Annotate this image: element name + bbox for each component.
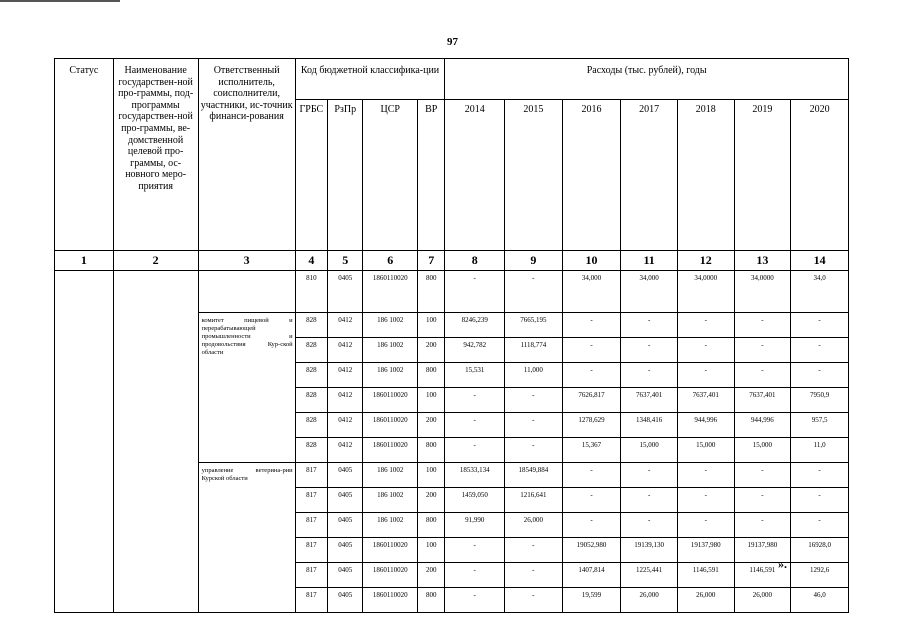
amount-2016: -	[562, 513, 621, 538]
grbs-cell: 817	[295, 538, 327, 563]
amount-2019: 26,000	[734, 588, 791, 613]
header-year: 2018	[677, 100, 734, 251]
amount-2018: -	[677, 338, 734, 363]
amount-2020: -	[791, 488, 849, 513]
amount-2016: -	[562, 313, 621, 338]
amount-2020: 11,0	[791, 438, 849, 463]
amount-2014: 1459,050	[445, 488, 505, 513]
amount-2017: -	[621, 513, 678, 538]
status-cell	[55, 271, 114, 613]
amount-2016: -	[562, 338, 621, 363]
amount-2016: 19,599	[562, 588, 621, 613]
amount-2016: 1278,629	[562, 413, 621, 438]
csr-cell: 186 1002	[363, 513, 418, 538]
header-row-1	[55, 59, 849, 100]
csr-cell: 186 1002	[363, 313, 418, 338]
csr-cell: 186 1002	[363, 463, 418, 488]
csr-cell: 186 1002	[363, 363, 418, 388]
vr-cell: 200	[418, 488, 445, 513]
amount-2018: 26,000	[677, 588, 734, 613]
rzpr-cell: 0405	[328, 463, 363, 488]
table-row	[55, 271, 849, 313]
header-year: 2016	[562, 100, 621, 251]
amount-2019: 944,996	[734, 413, 791, 438]
amount-2018: -	[677, 313, 734, 338]
amount-2020: 46,0	[791, 588, 849, 613]
column-number: 6	[363, 251, 418, 271]
amount-2020: -	[791, 463, 849, 488]
amount-2015: 11,000	[505, 363, 563, 388]
amount-2020: -	[791, 338, 849, 363]
header-year: 2017	[621, 100, 678, 251]
amount-2014: -	[445, 413, 505, 438]
amount-2014: -	[445, 388, 505, 413]
grbs-cell: 817	[295, 488, 327, 513]
grbs-cell: 817	[295, 563, 327, 588]
rzpr-cell: 0412	[328, 338, 363, 363]
header-year: 2020	[791, 100, 849, 251]
amount-2019: 1146,591	[734, 563, 791, 588]
rzpr-cell: 0405	[328, 563, 363, 588]
vr-cell: 100	[418, 463, 445, 488]
amount-2016: 7626,817	[562, 388, 621, 413]
vr-cell: 800	[418, 513, 445, 538]
amount-2015: 1118,774	[505, 338, 563, 363]
header-vr: ВР	[418, 100, 445, 251]
amount-2018: 19137,980	[677, 538, 734, 563]
header-grbs: ГРБС	[295, 100, 327, 251]
csr-cell: 1860110020	[363, 588, 418, 613]
amount-2017: -	[621, 488, 678, 513]
amount-2017: -	[621, 363, 678, 388]
amount-2019: 7637,401	[734, 388, 791, 413]
amount-2020: -	[791, 513, 849, 538]
column-number: 11	[621, 251, 678, 271]
grbs-cell: 828	[295, 338, 327, 363]
amount-2017: 1348,416	[621, 413, 678, 438]
rzpr-cell: 0412	[328, 438, 363, 463]
amount-2020: 16928,0	[791, 538, 849, 563]
amount-2017: -	[621, 313, 678, 338]
amount-2020: 34,0	[791, 271, 849, 313]
amount-2020: -	[791, 313, 849, 338]
column-number: 14	[791, 251, 849, 271]
vr-cell: 200	[418, 338, 445, 363]
amount-2018: 15,000	[677, 438, 734, 463]
amount-2017: 15,000	[621, 438, 678, 463]
column-number: 13	[734, 251, 791, 271]
rzpr-cell: 0405	[328, 271, 363, 313]
vr-cell: 100	[418, 388, 445, 413]
vr-cell: 800	[418, 271, 445, 313]
amount-2015: 18549,884	[505, 463, 563, 488]
executor-cell	[198, 271, 295, 313]
amount-2015: -	[505, 588, 563, 613]
amount-2019: -	[734, 488, 791, 513]
amount-2017: 7637,401	[621, 388, 678, 413]
closing-quote: ».	[778, 557, 787, 571]
amount-2015: 26,000	[505, 513, 563, 538]
vr-cell: 100	[418, 538, 445, 563]
grbs-cell: 828	[295, 363, 327, 388]
csr-cell: 186 1002	[363, 338, 418, 363]
amount-2015: -	[505, 438, 563, 463]
column-number: 3	[198, 251, 295, 271]
column-number: 12	[677, 251, 734, 271]
amount-2018: -	[677, 363, 734, 388]
amount-2017: -	[621, 463, 678, 488]
amount-2014: 8246,239	[445, 313, 505, 338]
amount-2014: -	[445, 588, 505, 613]
csr-cell: 1860110020	[363, 388, 418, 413]
amount-2014: -	[445, 438, 505, 463]
amount-2018: 7637,401	[677, 388, 734, 413]
amount-2020: 7950,9	[791, 388, 849, 413]
name-cell	[113, 271, 198, 613]
column-number: 4	[295, 251, 327, 271]
vr-cell: 800	[418, 588, 445, 613]
amount-2020: 957,5	[791, 413, 849, 438]
column-number: 9	[505, 251, 563, 271]
column-number-row	[55, 251, 849, 271]
amount-2015: 1216,641	[505, 488, 563, 513]
vr-cell: 200	[418, 413, 445, 438]
amount-2017: -	[621, 338, 678, 363]
rzpr-cell: 0405	[328, 488, 363, 513]
header-executor: Ответственный исполнитель, соисполнители, участники, ис-точник финанси-рования	[198, 59, 295, 251]
amount-2014: 91,990	[445, 513, 505, 538]
header-year: 2015	[505, 100, 563, 251]
rzpr-cell: 0412	[328, 388, 363, 413]
header-rzpr: РзПр	[328, 100, 363, 251]
grbs-cell: 817	[295, 463, 327, 488]
header-name: Наименование государствен-ной про-граммы, под-программы государствен-ной про-граммы, ве-домственной целевой про-граммы, ос-новного меро-приятия	[113, 59, 198, 251]
header-status: Статус	[55, 59, 114, 251]
amount-2014: 942,782	[445, 338, 505, 363]
amount-2017: 34,000	[621, 271, 678, 313]
header-expenses: Расходы (тыс. рублей), годы	[445, 59, 849, 100]
amount-2017: 19139,130	[621, 538, 678, 563]
vr-cell: 800	[418, 438, 445, 463]
amount-2015: -	[505, 563, 563, 588]
vr-cell: 100	[418, 313, 445, 338]
amount-2015: -	[505, 388, 563, 413]
header-year: 2014	[445, 100, 505, 251]
rzpr-cell: 0405	[328, 513, 363, 538]
amount-2016: -	[562, 488, 621, 513]
vr-cell: 800	[418, 363, 445, 388]
csr-cell: 186 1002	[363, 488, 418, 513]
header-budget-code: Код бюджетной классифика-ции	[295, 59, 445, 100]
amount-2016: 34,000	[562, 271, 621, 313]
column-number: 5	[328, 251, 363, 271]
amount-2017: 26,000	[621, 588, 678, 613]
csr-cell: 1860110020	[363, 538, 418, 563]
amount-2014: -	[445, 563, 505, 588]
header-year: 2019	[734, 100, 791, 251]
amount-2014: 15,531	[445, 363, 505, 388]
amount-2019: -	[734, 513, 791, 538]
column-number: 10	[562, 251, 621, 271]
vr-cell: 200	[418, 563, 445, 588]
column-number: 8	[445, 251, 505, 271]
budget-table	[54, 58, 849, 613]
amount-2019: -	[734, 463, 791, 488]
amount-2015: -	[505, 538, 563, 563]
amount-2016: 1407,814	[562, 563, 621, 588]
amount-2019: -	[734, 363, 791, 388]
csr-cell: 1860110020	[363, 563, 418, 588]
rzpr-cell: 0412	[328, 413, 363, 438]
amount-2020: -	[791, 363, 849, 388]
amount-2014: -	[445, 271, 505, 313]
amount-2020: 1292,6	[791, 563, 849, 588]
column-number: 1	[55, 251, 114, 271]
rzpr-cell: 0405	[328, 538, 363, 563]
amount-2016: 15,367	[562, 438, 621, 463]
rzpr-cell: 0412	[328, 363, 363, 388]
amount-2017: 1225,441	[621, 563, 678, 588]
grbs-cell: 828	[295, 413, 327, 438]
grbs-cell: 828	[295, 388, 327, 413]
rzpr-cell: 0412	[328, 313, 363, 338]
amount-2019: 34,0000	[734, 271, 791, 313]
amount-2016: -	[562, 463, 621, 488]
amount-2019: 15,000	[734, 438, 791, 463]
amount-2018: 1146,591	[677, 563, 734, 588]
amount-2016: -	[562, 363, 621, 388]
header-csr: ЦСР	[363, 100, 418, 251]
amount-2015: 7665,195	[505, 313, 563, 338]
grbs-cell: 828	[295, 438, 327, 463]
executor-food-committee: комитет пищевой и перерабатывающей промышленности и продовольствия Кур-ской области	[198, 313, 295, 463]
top-rule	[0, 0, 120, 2]
amount-2018: -	[677, 488, 734, 513]
amount-2018: -	[677, 463, 734, 488]
grbs-cell: 817	[295, 588, 327, 613]
grbs-cell: 810	[295, 271, 327, 313]
amount-2014: -	[445, 538, 505, 563]
page-number: 97	[447, 36, 458, 48]
grbs-cell: 817	[295, 513, 327, 538]
amount-2019: 19137,980	[734, 538, 791, 563]
amount-2014: 18533,134	[445, 463, 505, 488]
amount-2015: -	[505, 413, 563, 438]
grbs-cell: 828	[295, 313, 327, 338]
executor-vet-directorate: управление ветерина-рии Курской области	[198, 463, 295, 613]
column-number: 7	[418, 251, 445, 271]
rzpr-cell: 0405	[328, 588, 363, 613]
amount-2018: -	[677, 513, 734, 538]
csr-cell: 1860110020	[363, 438, 418, 463]
csr-cell: 1860110020	[363, 271, 418, 313]
amount-2016: 19052,980	[562, 538, 621, 563]
amount-2018: 944,996	[677, 413, 734, 438]
csr-cell: 1860110020	[363, 413, 418, 438]
amount-2019: -	[734, 313, 791, 338]
amount-2018: 34,0000	[677, 271, 734, 313]
column-number: 2	[113, 251, 198, 271]
amount-2015: -	[505, 271, 563, 313]
amount-2019: -	[734, 338, 791, 363]
